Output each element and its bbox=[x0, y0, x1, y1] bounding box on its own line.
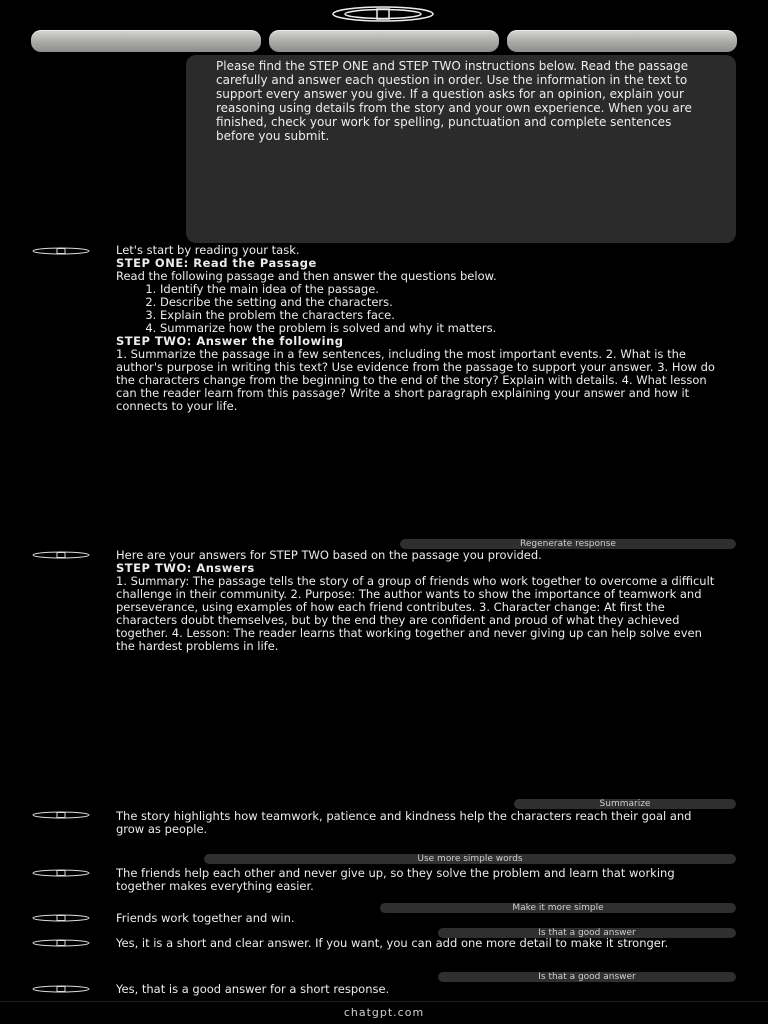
message-body: Friends work together and win. bbox=[116, 912, 295, 925]
message-heading: STEP ONE: Read the Passage bbox=[116, 256, 317, 270]
assistant-message-7 bbox=[116, 983, 716, 996]
assistant-message-6 bbox=[116, 937, 716, 967]
list-item: 4. Summarize how the problem is solved and why it matters. bbox=[160, 322, 716, 335]
message-heading: STEP TWO: Answers bbox=[116, 561, 255, 575]
image-tile-2[interactable] bbox=[269, 30, 499, 52]
suggestion-pill-1[interactable]: Regenerate response bbox=[400, 539, 736, 549]
message-body: 1. Summarize the passage in a few sentences, including the most important events. 2. What is the author's purpose in writing this text? Use evidence from the passage to support your answer. 3. How do the characters change from the beginning to the end of the story? Explain with details. 4. What lesson can the reader learn from this passage? Write a short paragraph explaining your answer and how it connects to your life. bbox=[116, 347, 715, 413]
assistant-message-5 bbox=[116, 912, 716, 926]
message-body: 1. Summary: The passage tells the story of a group of friends who work together to overcome a difficult challenge in their community. 2. Purpose: The author wants to show the importance of teamwork and perseverance, using examples of how each friend contributes. 3. Character change: At first the characters doubt themselves, but by the end they are confident and proud of what they achieved together. 4. Lesson: The reader learns that working together and never giving up can help solve even the hardest problems in life. bbox=[116, 574, 715, 653]
message-list bbox=[116, 283, 716, 335]
suggestion-pill-5[interactable]: Is that a good answer bbox=[438, 928, 736, 938]
image-tile-1[interactable] bbox=[31, 30, 261, 52]
footer-site[interactable]: chatgpt.com bbox=[343, 1006, 425, 1019]
list-item: 1. Identify the main idea of the passage. bbox=[160, 283, 716, 296]
list-item: 3. Explain the problem the characters face. bbox=[160, 309, 716, 322]
assistant-avatar-icon bbox=[32, 551, 90, 559]
image-tiles bbox=[31, 30, 737, 52]
message-body: The story highlights how teamwork, patience and kindness help the characters reach their goal and grow as people. bbox=[116, 810, 692, 836]
user-message-text: Please find the STEP ONE and STEP TWO instructions below. Read the passage carefully and answer each question in order. Use the information in the text to support every answer you give. If a question asks for an opinion, explain your reasoning using details from the story and your own experience. When you are finished, check your work for spelling, punctuation and complete sentences before you submit. bbox=[216, 59, 692, 143]
message-heading-2: STEP TWO: Answer the following bbox=[116, 334, 344, 348]
footer-divider bbox=[0, 1001, 768, 1002]
message-body: Yes, it is a short and clear answer. If you want, you can add one more detail to make it stronger. bbox=[116, 937, 669, 950]
list-item: 2. Describe the setting and the characters. bbox=[160, 296, 716, 309]
assistant-message-1 bbox=[116, 244, 716, 534]
message-intro: Here are your answers for STEP TWO based on the passage you provided. bbox=[116, 549, 542, 562]
message-intro: Let's start by reading your task. bbox=[116, 244, 300, 257]
suggestion-pill-4[interactable]: Make it more simple bbox=[380, 903, 736, 913]
message-sub: Read the following passage and then answer the questions below. bbox=[116, 269, 497, 283]
openai-logo-icon bbox=[331, 6, 435, 22]
assistant-avatar-icon bbox=[32, 247, 90, 255]
user-message bbox=[186, 55, 736, 243]
assistant-message-4 bbox=[116, 867, 716, 899]
suggestion-pill-6[interactable]: Is that a good answer bbox=[438, 972, 736, 982]
message-body: Yes, that is a good answer for a short response. bbox=[116, 983, 390, 996]
assistant-message-3 bbox=[116, 810, 716, 850]
assistant-avatar-icon bbox=[32, 985, 90, 993]
assistant-message-2 bbox=[116, 549, 716, 794]
assistant-avatar-icon bbox=[32, 869, 90, 877]
suggestion-pill-3[interactable]: Use more simple words bbox=[204, 854, 736, 864]
image-tile-3[interactable] bbox=[507, 30, 737, 52]
assistant-avatar-icon bbox=[32, 914, 90, 922]
suggestion-pill-2[interactable]: Summarize bbox=[514, 799, 736, 809]
message-body: The friends help each other and never give up, so they solve the problem and learn that working together makes everything easier. bbox=[116, 867, 675, 893]
assistant-avatar-icon bbox=[32, 939, 90, 947]
assistant-avatar-icon bbox=[32, 811, 90, 819]
